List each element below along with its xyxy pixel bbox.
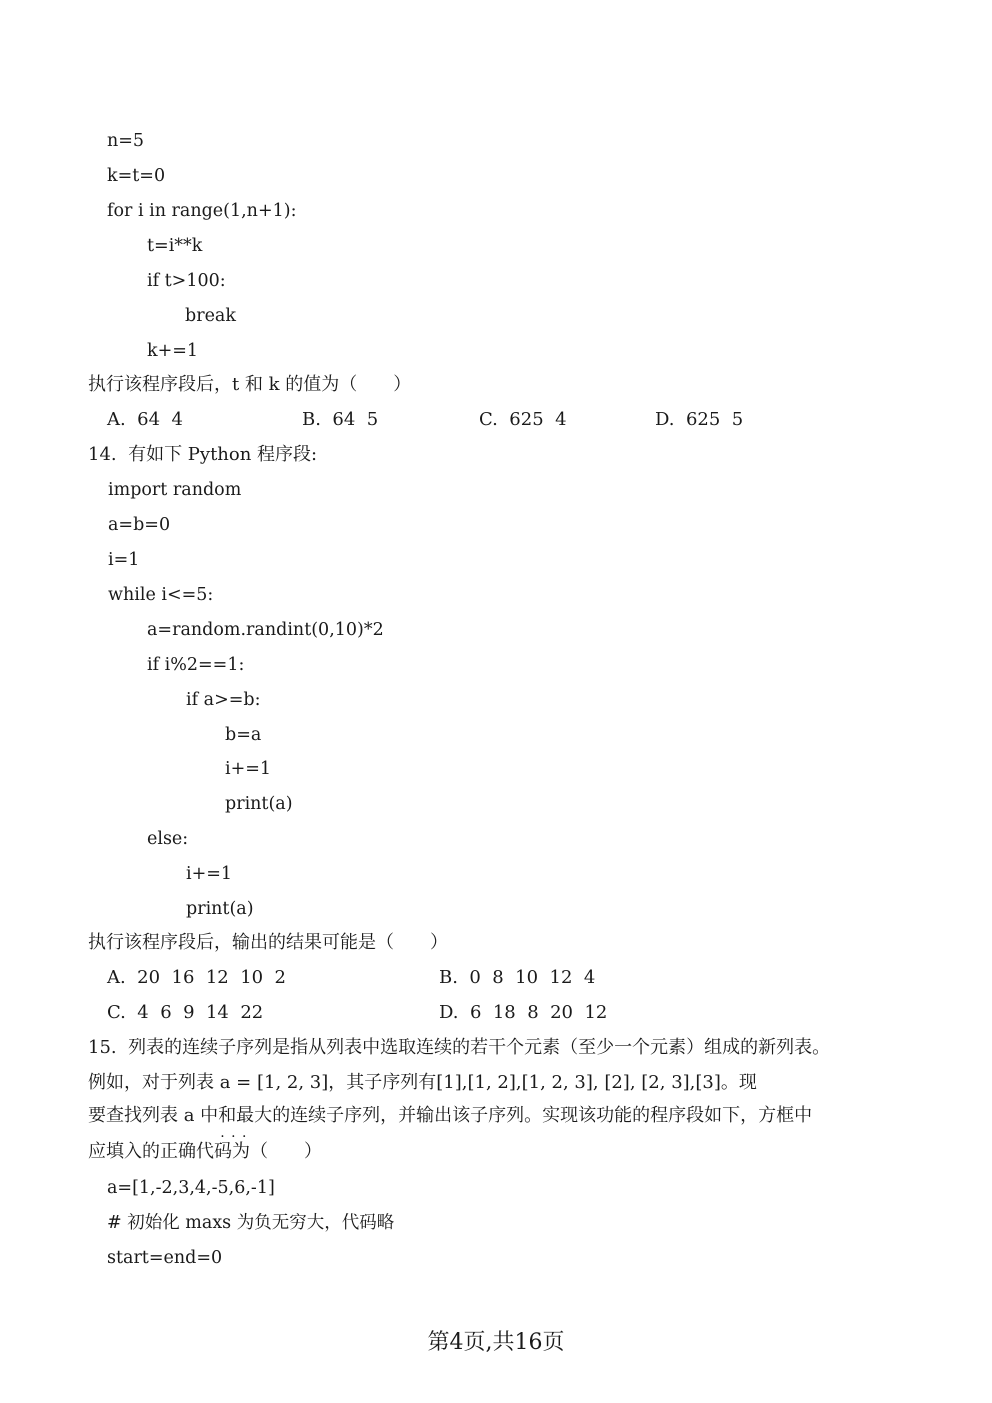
- q14-code-line-1: import random: [108, 480, 242, 500]
- q15-text-line-3: [88, 1104, 812, 1128]
- q15-code-line-1: a=[1,-2,3,4,-5,6,-1]: [107, 1178, 275, 1198]
- q14-code-line-11: else:: [147, 829, 189, 849]
- q13-code-line-5: if t>100:: [147, 271, 226, 291]
- q13-code-line-2: k=t=0: [107, 166, 166, 186]
- q15-text-line-4: 应填入的正确代码为（ ）: [88, 1141, 322, 1162]
- q14-option-d: D. 6 18 8 20 12: [439, 1002, 608, 1023]
- q14-code-line-7: if a>=b:: [186, 690, 261, 710]
- q14-code-line-9: i+=1: [225, 759, 272, 779]
- q13-code-line-6: break: [185, 306, 236, 326]
- q14-code-line-4: while i<=5:: [108, 585, 214, 605]
- q15-emphasis-word: 和最大 · · ·: [218, 1105, 272, 1126]
- q13-code-line-7: k+=1: [147, 341, 199, 361]
- q14-title: 14. 有如下 Python 程序段:: [88, 444, 318, 465]
- q15-code-line-3: start=end=0: [107, 1248, 223, 1268]
- q13-question: 执行该程序段后，t 和 k 的值为（ ）: [88, 374, 412, 395]
- q14-code-line-12: i+=1: [186, 864, 233, 884]
- q14-code-line-5: a=random.randint(0,10)*2: [147, 620, 384, 640]
- q14-code-line-2: a=b=0: [108, 515, 171, 535]
- q13-option-c: C. 625 4: [479, 409, 567, 430]
- page-footer: 第4页,共16页: [427, 1330, 565, 1355]
- q15-code-line-2: # 初始化 maxs 为负无穷大，代码略: [107, 1213, 395, 1233]
- q14-code-line-3: i=1: [108, 550, 140, 570]
- q15-text-line-3-post: 的连续子序列，并输出该子序列。实现该功能的程序段如下，方框中: [272, 1105, 813, 1126]
- q14-code-line-8: b=a: [225, 725, 262, 745]
- q13-code-line-3: for i in range(1,n+1):: [107, 201, 297, 221]
- q14-code-line-13: print(a): [186, 899, 254, 919]
- q14-option-b: B. 0 8 10 12 4: [439, 967, 596, 988]
- q14-option-a: A. 20 16 12 10 2: [107, 967, 287, 988]
- q14-code-line-6: if i%2==1:: [147, 655, 245, 675]
- q13-code-line-1: n=5: [107, 131, 145, 151]
- q13-code-line-4: t=i**k: [147, 236, 203, 256]
- q14-question: 执行该程序段后，输出的结果可能是（ ）: [88, 932, 448, 953]
- q15-text-line-3-pre: 要查找列表 a 中: [88, 1105, 219, 1126]
- q13-option-d: D. 625 5: [655, 409, 744, 430]
- q13-option-a: A. 64 4: [107, 409, 183, 430]
- q13-option-b: B. 64 5: [302, 409, 379, 430]
- q14-option-c: C. 4 6 9 14 22: [107, 1002, 264, 1023]
- q15-text-line-2: 例如，对于列表 a = [1, 2, 3]，其子序列有[1],[1, 2],[1, 2, 3], [2], [2, 3],[3]。现: [88, 1072, 757, 1093]
- q14-code-line-10: print(a): [225, 794, 293, 814]
- q15-text-line-1: 15. 列表的连续子序列是指从列表中选取连续的若干个元素（至少一个元素）组成的新列表。: [88, 1037, 831, 1058]
